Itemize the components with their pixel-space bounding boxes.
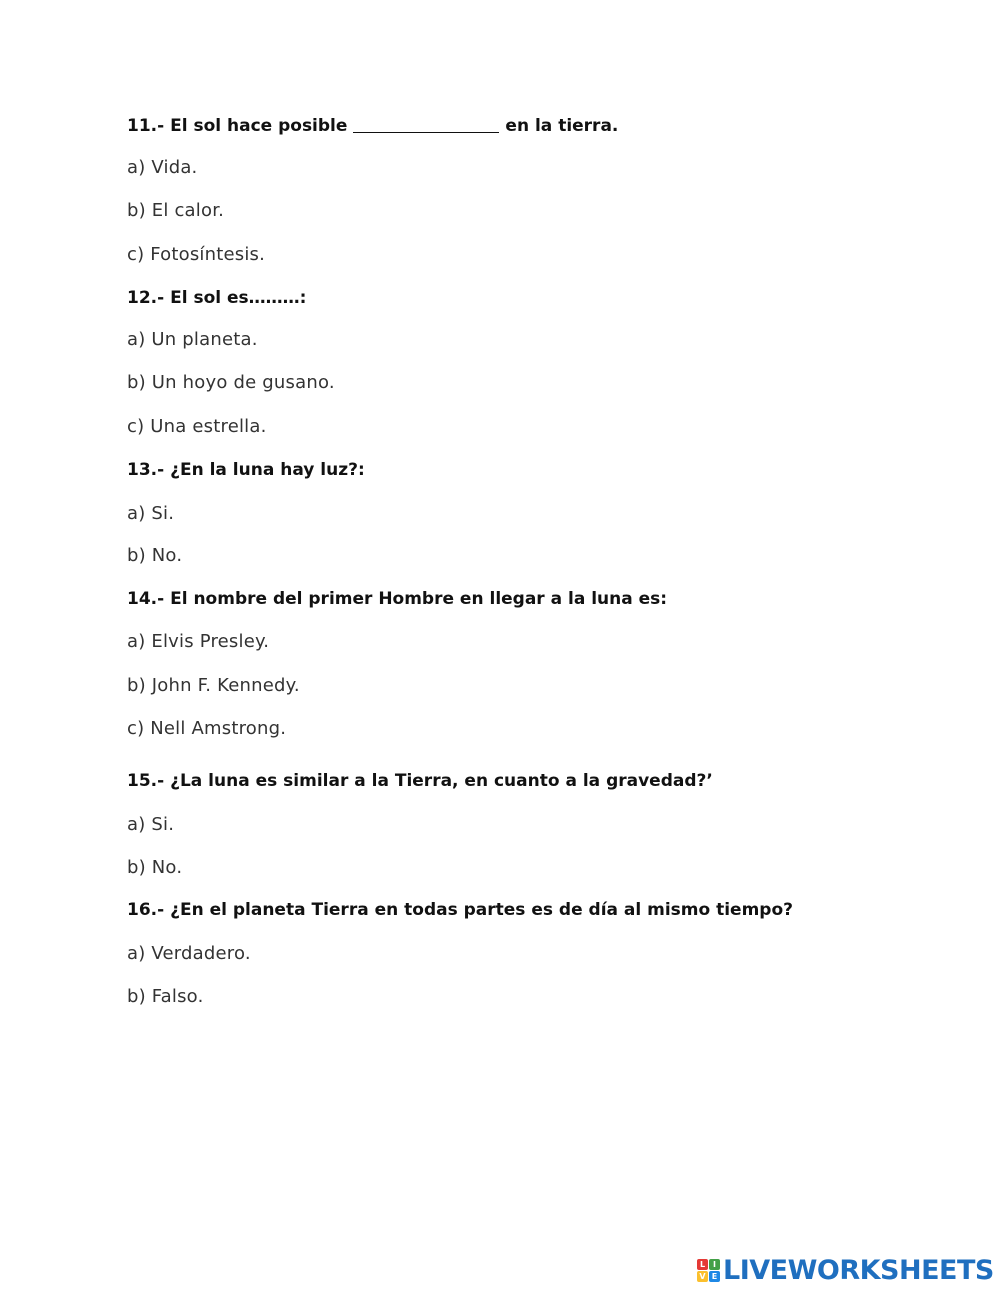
option-15-a[interactable]: a) Si. [127, 814, 175, 835]
question-13-prompt: 13.- ¿En la luna hay luz?: [127, 460, 365, 480]
logo-letter-e: E [709, 1271, 720, 1282]
option-16-a[interactable]: a) Verdadero. [127, 943, 251, 964]
logo-letter-l: L [697, 1259, 708, 1270]
option-12-b[interactable]: b) Un hoyo de gusano. [127, 372, 335, 393]
question-12-prompt: 12.- El sol es………: [127, 288, 307, 308]
logo-letter-i: I [709, 1259, 720, 1270]
question-14-prompt: 14.- El nombre del primer Hombre en llegar a la luna es: [127, 589, 668, 609]
logo-letter-v: V [697, 1271, 708, 1282]
option-12-c[interactable]: c) Una estrella. [127, 416, 267, 437]
question-11-text-before: 11.- El sol hace posible [127, 116, 348, 136]
option-11-a[interactable]: a) Vida. [127, 157, 198, 178]
option-16-b[interactable]: b) Falso. [127, 986, 204, 1007]
option-14-c[interactable]: c) Nell Amstrong. [127, 718, 287, 739]
option-12-a[interactable]: a) Un planeta. [127, 329, 258, 350]
liveworksheets-logo [697, 1257, 994, 1284]
option-14-b[interactable]: b) John F. Kennedy. [127, 675, 300, 696]
option-15-b[interactable]: b) No. [127, 857, 183, 878]
question-11-text-after: en la tierra. [505, 116, 619, 136]
question-16-prompt: 16.- ¿En el planeta Tierra en todas partes es de día al mismo tiempo? [127, 900, 794, 920]
question-15-prompt: 15.- ¿La luna es similar a la Tierra, en cuanto a la gravedad?’ [127, 771, 713, 791]
logo-wordmark: LIVEWORKSHEETS [723, 1255, 994, 1286]
option-13-b[interactable]: b) No. [127, 545, 183, 566]
answer-blank[interactable] [353, 132, 499, 133]
question-11-prompt [127, 118, 618, 135]
liveworksheets-logo-icon [697, 1259, 720, 1282]
option-11-b[interactable]: b) El calor. [127, 200, 225, 221]
option-11-c[interactable]: c) Fotosíntesis. [127, 244, 266, 265]
option-14-a[interactable]: a) Elvis Presley. [127, 631, 270, 652]
option-13-a[interactable]: a) Si. [127, 503, 175, 524]
